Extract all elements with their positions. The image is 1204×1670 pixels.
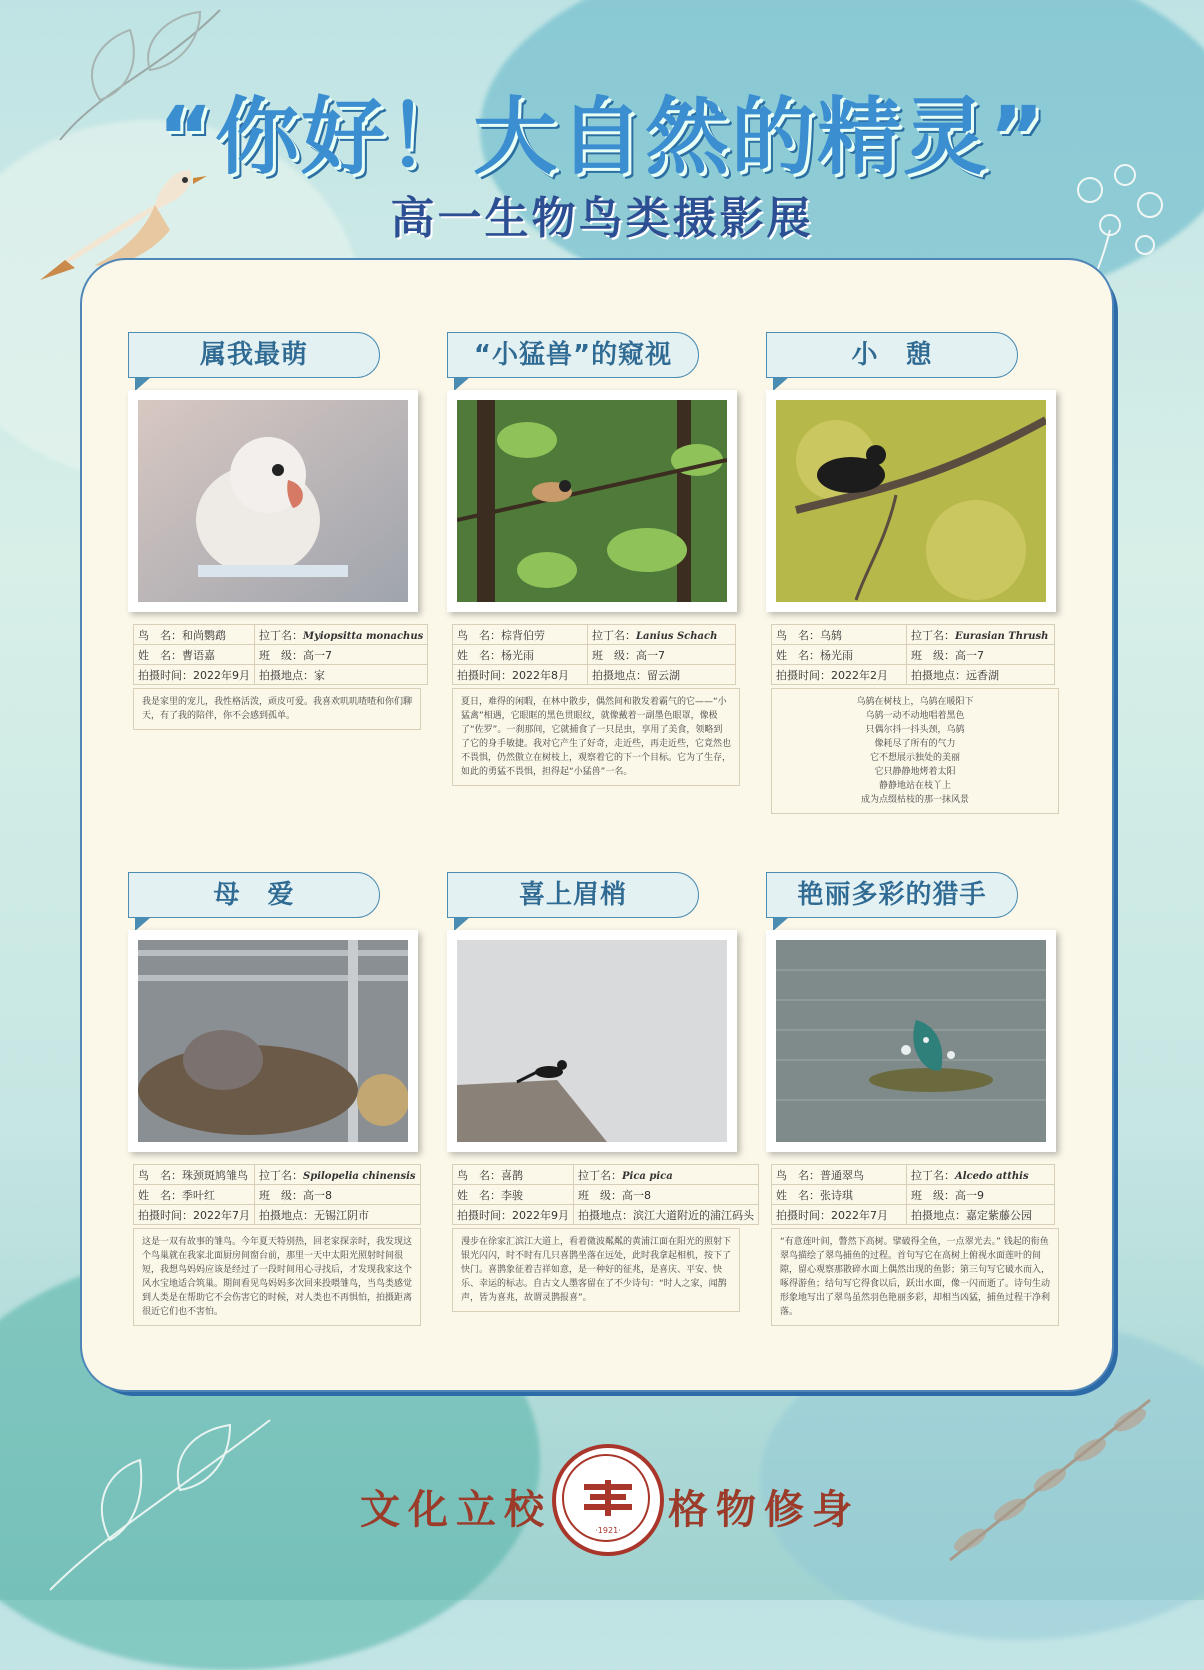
bird-photo: [776, 400, 1046, 602]
card-description: “有意莲叶间，瞥然下高树。擘破得全鱼，一点翠光去。” 钱起的衔鱼翠鸟描绘了翠鸟捕鱼的过程。首句写它在高树上俯视水面莲叶的间隙，留心观察那散碎水面上偶然出现的鱼影；第三句写它破水而入，啄得游鱼；结句写它得食以后，跃出水面，像一闪而逝了。诗句生动形象地写出了翠鸟虽然羽色艳丽多彩，却相当凶猛，捕鱼过程干净利落。: [771, 1228, 1059, 1326]
poem-line: 它不想展示独处的美丽: [869, 753, 960, 763]
latin-label: 拉丁名：: [259, 1168, 303, 1182]
bird-label: 鸟 名：: [138, 628, 182, 642]
latin-label: 拉丁名：: [259, 628, 303, 642]
card-title: 艳丽多彩的猎手: [766, 872, 1018, 918]
class-value: 高一8: [622, 1188, 651, 1202]
time-label: 拍摄时间：: [776, 668, 831, 682]
shoot-time: 2022年2月: [831, 668, 888, 682]
photo-frame: [766, 930, 1056, 1152]
time-label: 拍摄时间：: [457, 1208, 512, 1222]
card-title: “小猛兽”的窥视: [447, 332, 699, 378]
info-table: [771, 624, 1055, 685]
motto-left: 文化立校: [360, 1486, 552, 1533]
time-label: 拍摄时间：: [776, 1208, 831, 1222]
time-label: 拍摄时间：: [138, 668, 193, 682]
photographer-name: 李骏: [501, 1188, 523, 1202]
latin-name: Lanius Schach: [636, 630, 718, 642]
latin-label: 拉丁名：: [592, 628, 636, 642]
bird-label: 鸟 名：: [457, 628, 501, 642]
card-description: 漫步在徐家汇滨江大道上，看着微波粼粼的黄浦江面在阳光的照射下银光闪闪，时不时有几只喜鹊坐落在远处，此时我拿起相机，按下了快门。喜鹊象征着吉祥如意，是一种好的征兆，是喜庆、平安、快乐、幸运的标志。自古文人墨客留在了不少诗句：“时人之家，闻鹊声，皆为喜兆，故谓灵鹊报喜”。: [452, 1228, 740, 1312]
class-label: 班 级：: [592, 648, 636, 662]
school-seal: [552, 1444, 664, 1556]
poem-line: 成为点缀枯枝的那一抹风景: [860, 795, 969, 805]
photographer-name: 曹语嘉: [182, 648, 215, 662]
school-logo-icon: [580, 1478, 636, 1518]
card-title: 母 爱: [128, 872, 380, 918]
shoot-time: 2022年8月: [512, 668, 569, 682]
info-table: [133, 624, 428, 685]
shoot-time: 2022年7月: [193, 1208, 250, 1222]
place-label: 拍摄地点：: [259, 1208, 314, 1222]
card-title: 属我最萌: [128, 332, 380, 378]
card-title: 小 憩: [766, 332, 1018, 378]
place-label: 拍摄地点：: [259, 668, 314, 682]
latin-label: 拉丁名：: [911, 1168, 955, 1182]
shoot-place: 无锡江阴市: [314, 1208, 369, 1222]
photographer-name: 季叶红: [182, 1188, 215, 1202]
latin-label: 拉丁名：: [911, 628, 955, 642]
bird-photo: [138, 940, 408, 1142]
place-label: 拍摄地点：: [592, 668, 647, 682]
card-description: 这是一双有故事的雏鸟。今年夏天特别热，回老家探亲时，我发现这个鸟巢就在我家北面厨房间窗台前，那里一天中太阳光照射时间很短，我想鸟妈妈应该是经过了一段时间用心寻找后，才发现我家这个风水宝地适合筑巢。期间看见鸟妈妈多次回来投喂雏鸟，当鸟类感觉到人类是在帮助它不会伤害它的时候，对人类也不再惧怕，拍摄距离很近它们也不害怕。: [133, 1228, 421, 1326]
shoot-place: 家: [314, 668, 325, 682]
card-description: 我是家里的宠儿，我性格活泼，顽皮可爱。我喜欢叽叽喳喳和你们聊天，有了我的陪伴，你不会感到孤单。: [133, 688, 421, 730]
name-label: 姓 名：: [138, 1188, 182, 1202]
page-title: “你好！大自然的精灵”: [157, 88, 1047, 186]
poem-line: 像耗尽了所有的气力: [874, 739, 956, 749]
time-label: 拍摄时间：: [457, 668, 512, 682]
latin-name: Pica pica: [622, 1170, 673, 1182]
bird-photo: [457, 400, 727, 602]
shoot-place: 远香湖: [966, 668, 999, 682]
photo-frame: [128, 390, 418, 612]
shoot-place: 滨江大道附近的浦江码头: [633, 1208, 754, 1222]
card-poem: [771, 688, 1059, 814]
time-label: 拍摄时间：: [138, 1208, 193, 1222]
name-label: 姓 名：: [457, 1188, 501, 1202]
photographer-name: 杨光雨: [820, 648, 853, 662]
shoot-time: 2022年9月: [512, 1208, 569, 1222]
latin-name: Spilopelia chinensis: [303, 1170, 416, 1182]
bird-photo: [776, 940, 1046, 1142]
class-label: 班 级：: [259, 1188, 303, 1202]
class-value: 高一7: [955, 648, 984, 662]
latin-label: 拉丁名：: [578, 1168, 622, 1182]
latin-name: Eurasian Thrush: [955, 630, 1049, 642]
name-label: 姓 名：: [457, 648, 501, 662]
class-label: 班 级：: [911, 1188, 955, 1202]
name-label: 姓 名：: [776, 648, 820, 662]
photo-frame: [128, 930, 418, 1152]
info-table: [771, 1164, 1055, 1225]
photo-frame: [447, 390, 737, 612]
poem-line: 静静地站在枝丫上: [878, 781, 951, 791]
seal-year: ·1921·: [595, 1526, 621, 1535]
bird-photo: [138, 400, 408, 602]
name-label: 姓 名：: [776, 1188, 820, 1202]
class-label: 班 级：: [911, 648, 955, 662]
photographer-name: 杨光雨: [501, 648, 534, 662]
motto-right: 格物修身: [668, 1486, 860, 1533]
poem-line: 乌鸫一动不动地唱着黑色: [865, 711, 965, 721]
bird-name: 棕背伯劳: [501, 628, 545, 642]
info-table: [452, 624, 736, 685]
poem-line: 它只静静地烤着太阳: [874, 767, 956, 777]
info-table: [452, 1164, 759, 1225]
shoot-time: 2022年9月: [193, 668, 250, 682]
bird-name: 喜鹊: [501, 1168, 523, 1182]
class-label: 班 级：: [578, 1188, 622, 1202]
branch-decoration-icon: [930, 1380, 1160, 1580]
poem-line: 只偶尔抖一抖头颈，乌鸫: [865, 725, 965, 735]
photographer-name: 张诗琪: [820, 1188, 853, 1202]
bird-label: 鸟 名：: [776, 1168, 820, 1182]
latin-name: Myiopsitta monachus: [303, 630, 424, 642]
photo-frame: [766, 390, 1056, 612]
card-title: 喜上眉梢: [447, 872, 699, 918]
class-label: 班 级：: [259, 648, 303, 662]
bird-name: 珠颈斑鸠雏鸟: [182, 1168, 248, 1182]
bird-name: 乌鸫: [820, 628, 842, 642]
leaf-decoration-icon: [30, 1380, 290, 1600]
bird-label: 鸟 名：: [457, 1168, 501, 1182]
class-value: 高一7: [636, 648, 665, 662]
page-subtitle: 高一生物鸟类摄影展: [390, 193, 814, 244]
class-value: 高一9: [955, 1188, 984, 1202]
place-label: 拍摄地点：: [578, 1208, 633, 1222]
bird-name: 普通翠鸟: [820, 1168, 864, 1182]
photo-frame: [447, 930, 737, 1152]
bird-name: 和尚鹦鹉: [182, 628, 226, 642]
class-value: 高一7: [303, 648, 332, 662]
info-table: [133, 1164, 421, 1225]
bird-photo: [457, 940, 727, 1142]
bird-label: 鸟 名：: [138, 1168, 182, 1182]
card-description: 夏日，难得的闲暇，在林中散步，偶然间和散发着霸气的它——“小猛禽”相遇，它眼眶的黑色贯眼纹，就像戴着一副墨色眼罩，像极了“佐罗”。一刹那间，它就捕食了一只昆虫，享用了美食，领略到了它的身手敏捷。我对它产生了好奇，走近些，再走近些，它竟然也不畏惧，仍然傲立在树枝上，观察着它的下一个目标。它为了生存，如此的勇猛不畏惧，担得起“小猛兽”一名。: [452, 688, 740, 786]
shoot-time: 2022年7月: [831, 1208, 888, 1222]
place-label: 拍摄地点：: [911, 668, 966, 682]
name-label: 姓 名：: [138, 648, 182, 662]
poem-line: 乌鸫在树枝上，乌鸫在暖阳下: [856, 697, 974, 707]
latin-name: Alcedo atthis: [955, 1170, 1029, 1182]
bird-label: 鸟 名：: [776, 628, 820, 642]
class-value: 高一8: [303, 1188, 332, 1202]
place-label: 拍摄地点：: [911, 1208, 966, 1222]
shoot-place: 嘉定紫藤公园: [966, 1208, 1032, 1222]
shoot-place: 留云湖: [647, 668, 680, 682]
